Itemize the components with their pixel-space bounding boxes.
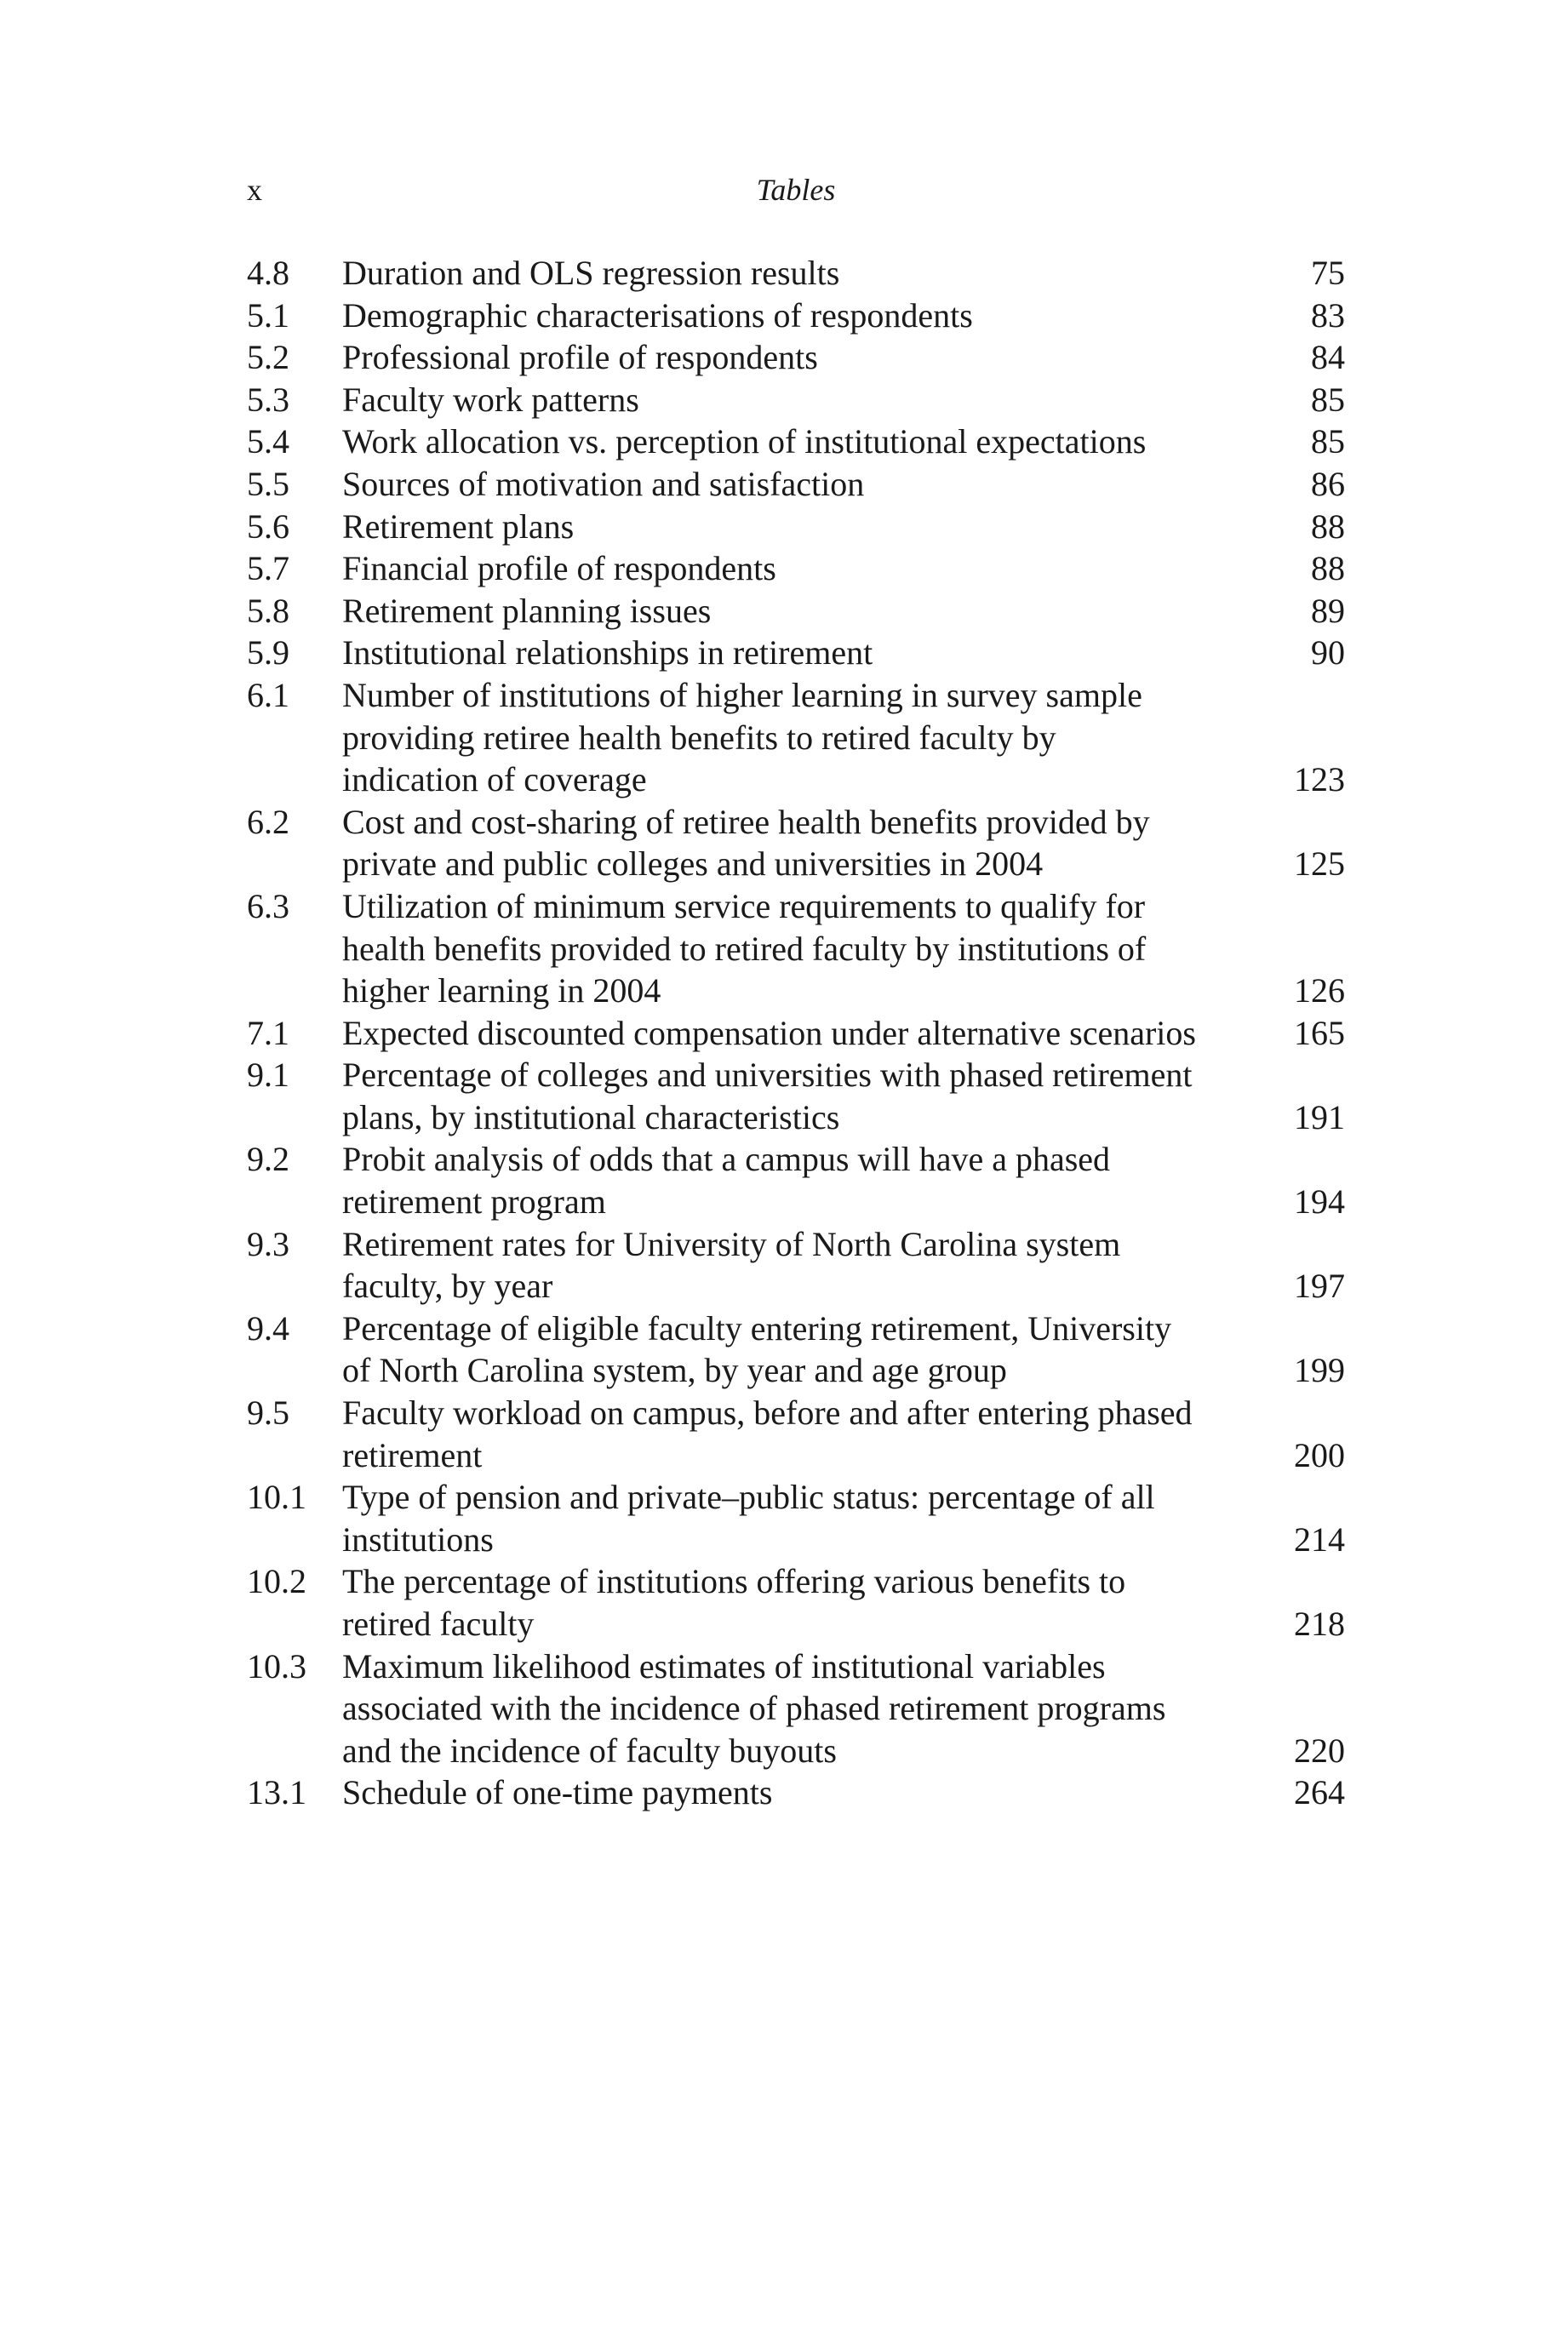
table-entry: [247, 295, 1345, 337]
table-title: The percentage of institutions offering various benefits to retired faculty: [342, 1562, 1126, 1643]
table-number: 9.5: [247, 1393, 289, 1433]
table-title: Demographic characterisations of respondents: [342, 295, 973, 335]
table-page: 126: [1294, 971, 1345, 1010]
table-title: Expected discounted compensation under alternative scenarios: [342, 1013, 1196, 1052]
table-page: 85: [1311, 380, 1345, 419]
table-number: 6.1: [247, 675, 289, 714]
table-number: 5.7: [247, 549, 289, 588]
table-number: 4.8: [247, 254, 289, 292]
table-entry: [247, 1392, 1345, 1476]
table-page: 165: [1294, 1013, 1345, 1052]
table-page: 90: [1311, 633, 1345, 672]
table-title: Financial profile of respondents: [342, 549, 776, 588]
table-title: Institutional relationships in retirement: [342, 633, 873, 672]
table-entry: [247, 590, 1345, 632]
table-title: Schedule of one-time payments: [342, 1773, 773, 1812]
table-title: Sources of motivation and satisfaction: [342, 464, 865, 503]
table-page: 197: [1294, 1267, 1345, 1306]
table-number: 6.2: [247, 802, 289, 841]
table-title: Percentage of eligible faculty entering retirement, University of North Carolina system, by year and age group: [342, 1308, 1172, 1390]
table-page: 86: [1311, 464, 1345, 503]
table-entry: [247, 1308, 1345, 1392]
table-entry: [247, 1223, 1345, 1308]
table-number: 10.2: [247, 1562, 306, 1601]
table-page: 85: [1311, 422, 1345, 461]
table-entry: [247, 801, 1345, 885]
table-number: 9.2: [247, 1140, 289, 1179]
table-entry: [247, 463, 1345, 506]
table-title: Cost and cost-sharing of retiree health benefits provided by private and public colleges and universities in 2004: [342, 802, 1150, 884]
table-number: 6.3: [247, 886, 289, 925]
table-entry: [247, 885, 1345, 1012]
table-page: 75: [1311, 254, 1345, 292]
table-title: Percentage of colleges and universities with phased retirement plans, by institutional characteristics: [342, 1056, 1193, 1136]
table-number: 5.5: [247, 464, 289, 503]
table-number: 7.1: [247, 1013, 289, 1052]
table-page: 191: [1294, 1097, 1345, 1136]
page-number: x: [247, 173, 262, 207]
table-number: 5.3: [247, 380, 289, 419]
table-page: 125: [1294, 844, 1345, 884]
table-number: 10.3: [247, 1646, 306, 1685]
table-number: 9.3: [247, 1224, 289, 1263]
table-entry: [247, 1054, 1345, 1138]
table-entry: [247, 506, 1345, 548]
table-entry: [247, 379, 1345, 421]
table-page: 200: [1294, 1435, 1345, 1474]
table-number: 5.6: [247, 506, 289, 546]
table-page: 199: [1294, 1351, 1345, 1390]
table-title: Number of institutions of higher learning in survey sample providing retiree health benefits to retired faculty by indication of coverage: [342, 675, 1142, 799]
table-entry: [247, 336, 1345, 379]
table-page: 83: [1311, 295, 1345, 335]
table-page: 218: [1294, 1605, 1345, 1643]
table-number: 13.1: [247, 1773, 306, 1812]
table-number: 5.2: [247, 338, 289, 377]
table-page: 220: [1294, 1731, 1345, 1770]
table-page: 89: [1311, 591, 1345, 630]
table-number: 9.4: [247, 1308, 289, 1348]
table-entry: [247, 421, 1345, 463]
table-number: 10.1: [247, 1478, 306, 1517]
running-head: [247, 169, 1345, 211]
table-entry: [247, 1771, 1345, 1814]
table-title: Professional profile of respondents: [342, 338, 818, 377]
table-entry: [247, 1560, 1345, 1645]
table-number: 5.8: [247, 591, 289, 630]
table-number: 5.4: [247, 422, 289, 461]
running-title: Tables: [756, 173, 836, 207]
table-entry: [247, 547, 1345, 590]
table-title: Retirement plans: [342, 506, 575, 546]
table-number: 5.1: [247, 295, 289, 335]
table-title: Type of pension and private–public status: percentage of all institutions: [342, 1478, 1155, 1559]
table-title: Retirement planning issues: [342, 591, 712, 630]
table-entry: [247, 1012, 1345, 1055]
table-page: 264: [1294, 1773, 1345, 1812]
table-title: Probit analysis of odds that a campus will have a phased retirement program: [342, 1140, 1111, 1222]
table-page: 88: [1311, 506, 1345, 546]
table-entry: [247, 632, 1345, 674]
table-page: 88: [1311, 549, 1345, 588]
table-title: Duration and OLS regression results: [342, 254, 840, 292]
table-title: Utilization of minimum service requirements to qualify for health benefits provided to retired faculty by institutions of higher learning in 2004: [342, 886, 1147, 1010]
table-title: Faculty work patterns: [342, 380, 639, 419]
table-title: Maximum likelihood estimates of institutional variables associated with the incidence of phased retirement programs and the incidence of faculty buyouts: [342, 1646, 1166, 1770]
table-title: Work allocation vs. perception of institutional expectations: [342, 422, 1147, 461]
table-entry: [247, 1476, 1345, 1560]
table-page: 123: [1294, 760, 1345, 799]
table-entry: [247, 674, 1345, 801]
table-entry: [247, 1645, 1345, 1772]
table-entry: [247, 1138, 1345, 1222]
table-page: 194: [1294, 1182, 1345, 1222]
list-of-tables: [247, 252, 1345, 1814]
table-title: Retirement rates for University of North Carolina system faculty, by year: [342, 1224, 1121, 1306]
table-page: 84: [1311, 338, 1345, 377]
table-entry: [247, 252, 1345, 295]
table-title: Faculty workload on campus, before and after entering phased retirement: [342, 1393, 1193, 1474]
table-page: 214: [1294, 1519, 1345, 1559]
table-number: 9.1: [247, 1056, 289, 1095]
table-number: 5.9: [247, 633, 289, 672]
